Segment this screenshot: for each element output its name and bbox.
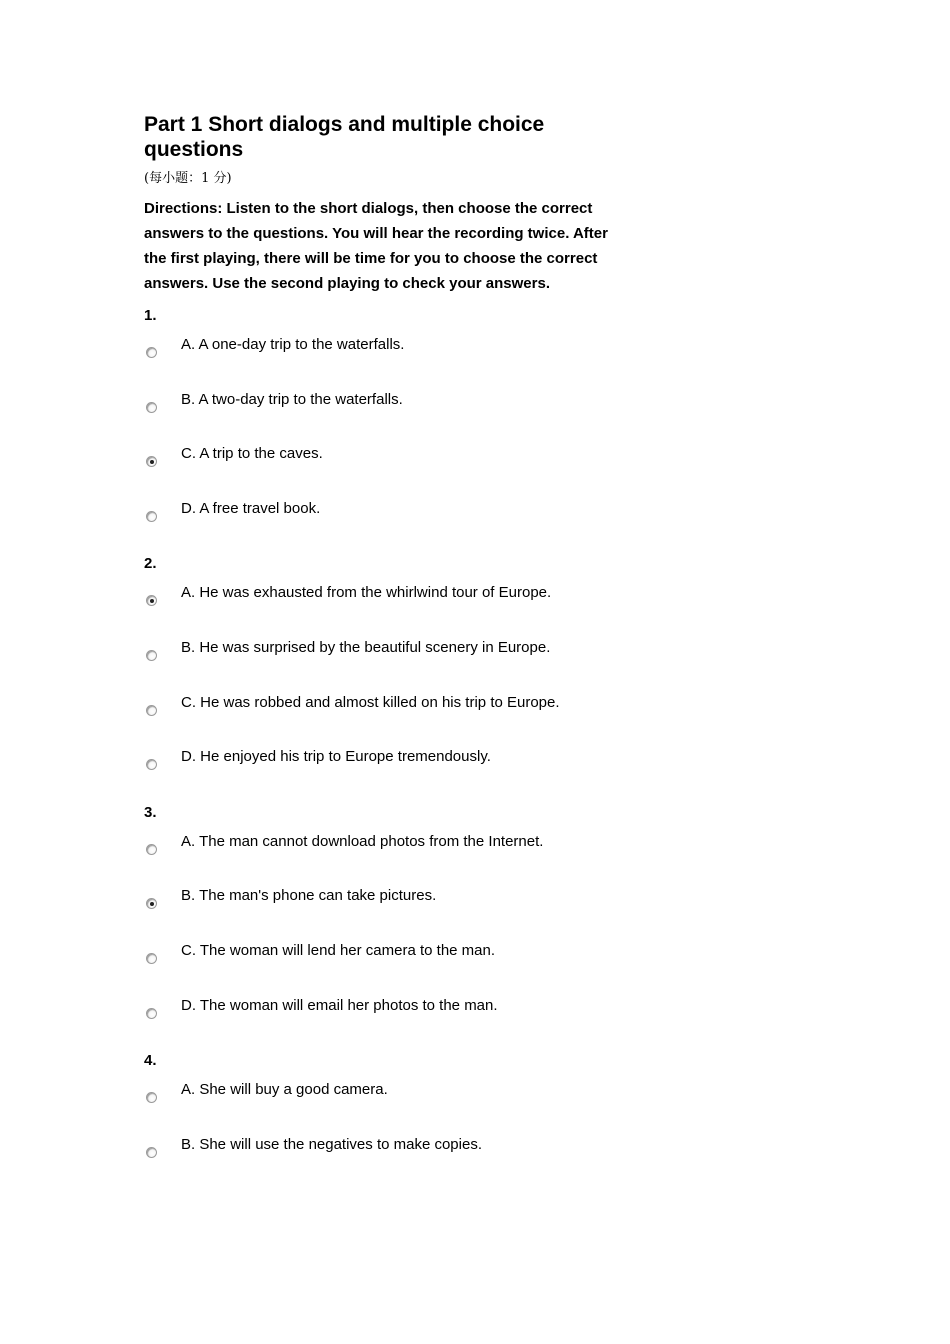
question-list xyxy=(144,306,634,1180)
answer-option-label: A. A one-day trip to the waterfalls. xyxy=(181,336,405,353)
directions-text: Directions: Listen to the short dialogs, then choose the correct answers to the questions. You will hear the recording twice. After the first playing, there will be time for you to choose the correct answers. Use the second playing to check your answers. xyxy=(144,200,608,292)
answer-option-label: C. He was robbed and almost killed on his trip to Europe. xyxy=(181,693,560,711)
score-note: (每小题：1 分) xyxy=(144,171,232,186)
answer-option[interactable] xyxy=(144,629,634,684)
page-title: Part 1 Short dialogs and multiple choice questions xyxy=(144,113,545,161)
answer-option-label: D. The woman will email her photos to the man. xyxy=(181,996,498,1014)
answer-option-label: C. A trip to the caves. xyxy=(181,445,323,463)
radio-button-selected[interactable] xyxy=(146,898,157,909)
answer-option-label: A. He was exhausted from the whirlwind tour of Europe. xyxy=(181,584,552,602)
answer-option[interactable] xyxy=(144,381,634,436)
radio-button[interactable] xyxy=(146,1147,157,1158)
quiz-page xyxy=(144,112,634,1180)
answer-option[interactable] xyxy=(144,684,634,739)
radio-button[interactable] xyxy=(146,844,157,855)
radio-button[interactable] xyxy=(146,347,157,358)
answer-option[interactable] xyxy=(144,823,634,878)
answer-option[interactable] xyxy=(144,738,634,793)
answer-option-label: C. The woman will lend her camera to the man. xyxy=(181,941,496,959)
question-number: 4. xyxy=(144,1052,157,1070)
answer-option-label: B. The man's phone can take pictures. xyxy=(181,887,437,905)
answer-option-label: A. The man cannot download photos from the Internet. xyxy=(181,832,544,850)
answer-option[interactable] xyxy=(144,574,634,629)
answer-option[interactable] xyxy=(144,1126,634,1181)
answer-option[interactable] xyxy=(144,932,634,987)
answer-option[interactable] xyxy=(144,1071,634,1126)
answer-option[interactable] xyxy=(144,987,634,1042)
radio-button[interactable] xyxy=(146,759,157,770)
radio-button[interactable] xyxy=(146,402,157,413)
answer-option-label: A. She will buy a good camera. xyxy=(181,1081,388,1099)
answer-option-label: D. He enjoyed his trip to Europe tremendously. xyxy=(181,748,491,766)
answer-option[interactable] xyxy=(144,877,634,932)
radio-button[interactable] xyxy=(146,705,157,716)
question-4 xyxy=(144,1051,634,1180)
radio-button[interactable] xyxy=(146,511,157,522)
question-2 xyxy=(144,554,634,792)
radio-button[interactable] xyxy=(146,1008,157,1019)
question-number: 2. xyxy=(144,555,157,573)
radio-button[interactable] xyxy=(146,650,157,661)
radio-button-selected[interactable] xyxy=(146,595,157,606)
question-number: 3. xyxy=(144,803,157,821)
answer-option-label: B. He was surprised by the beautiful scenery in Europe. xyxy=(181,638,551,656)
answer-option-label: D. A free travel book. xyxy=(181,499,321,517)
question-number: 1. xyxy=(144,307,157,324)
answer-option[interactable] xyxy=(144,326,634,381)
question-3 xyxy=(144,803,634,1041)
answer-option-label: B. She will use the negatives to make copies. xyxy=(181,1135,482,1153)
radio-button-selected[interactable] xyxy=(146,456,157,467)
answer-option[interactable] xyxy=(144,490,634,545)
answer-option[interactable] xyxy=(144,435,634,490)
answer-option-label: B. A two-day trip to the waterfalls. xyxy=(181,390,403,408)
radio-button[interactable] xyxy=(146,953,157,964)
radio-button[interactable] xyxy=(146,1092,157,1103)
question-1 xyxy=(144,306,634,544)
